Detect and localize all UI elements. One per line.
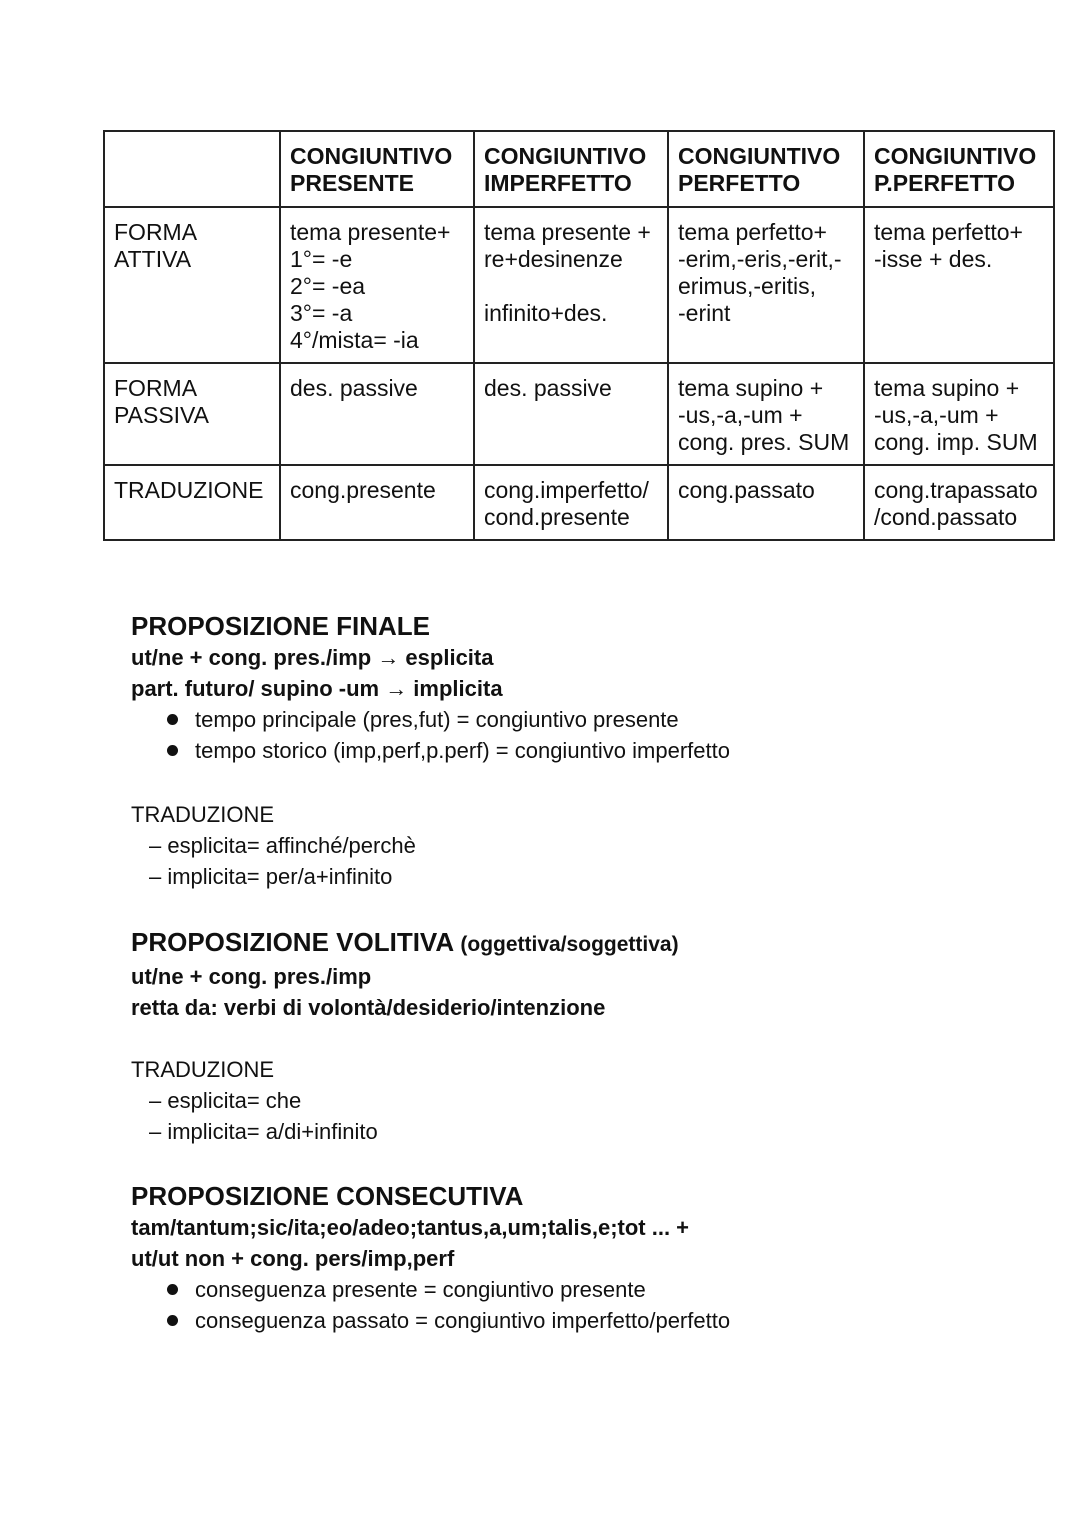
header-cell [280,131,474,207]
table-row [104,363,1054,465]
cell-line: cong.trapassato [874,477,1038,503]
cell-line: CONGIUNTIVO [290,143,453,169]
header-cell [864,131,1054,207]
traduzione-title: TRADUZIONE [131,802,274,827]
cell-line: PRESENTE [290,170,414,196]
cell-line: cong. imp. SUM [874,429,1038,455]
cell-line: PERFETTO [678,170,801,196]
cell-line: 1°= -e [290,246,353,272]
cell-line: FORMA [114,219,198,245]
table-cell [668,363,864,465]
header-cell [668,131,864,207]
section-subtitle: (oggettiva/soggettiva) [460,933,679,956]
section-title [131,926,1031,961]
list-item: – implicita= per/a+infinito [149,864,393,889]
row-label: TRADUZIONE [104,465,280,540]
table-cell [864,465,1054,540]
cell-line: re+desinenze [484,246,623,272]
cell-line: IMPERFETTO [484,170,632,196]
cell-line: 2°= -ea [290,273,366,299]
cell-line: cond.presente [484,504,630,530]
section-title-main: PROPOSIZIONE VOLITIVA [131,927,454,957]
cell-line: tema presente + [484,219,651,245]
cell-line: 4°/mista= -ia [290,327,419,353]
section-volitiva-traduzione [131,1054,1031,1147]
list-item [167,1305,1031,1336]
rule-line: retta da: verbi di volontà/desiderio/intenzione [131,995,606,1020]
list-item: – esplicita= affinché/perchè [149,833,416,858]
cell-line: ATTIVA [114,246,192,272]
cell-line [484,273,659,300]
list-item-text: conseguenza passato = congiuntivo imperfetto/perfetto [195,1308,731,1333]
dash-list [131,830,1031,892]
cell-line: /cond.passato [874,504,1018,530]
cell-line: CONGIUNTIVO [484,143,647,169]
traduzione-title: TRADUZIONE [131,1057,274,1082]
cell-line: tema supino + [874,375,1020,401]
list-item-text: tempo principale (pres,fut) = congiuntivo presente [195,707,679,732]
bullet-list [131,704,1031,766]
cell-line: -us,-a,-um + [874,402,999,428]
list-item-text: tempo storico (imp,perf,p.perf) = congiuntivo imperfetto [195,738,730,763]
header-empty-cell [104,131,280,207]
cell-line: FORMA [114,375,198,401]
table-row [104,207,1054,363]
list-item: – esplicita= che [149,1088,302,1113]
table-cell: des. passive [280,363,474,465]
list-item [167,704,1031,735]
rule-line: ut/ut non + cong. pers/imp,perf [131,1246,455,1271]
table-cell [280,207,474,363]
bullet-icon [167,1284,178,1295]
cell-line: infinito+des. [484,300,608,326]
cell-line: erimus,-eritis, [678,273,817,299]
cell-line: -erim,-eris,-erit,- [678,246,842,272]
section-volitiva [131,926,1031,1023]
bullet-list [131,1274,1031,1336]
bullet-icon [167,1315,178,1326]
table-cell: cong.presente [280,465,474,540]
cell-line: -isse + des. [874,246,993,272]
cell-line: tema supino + [678,375,824,401]
cell-line: -us,-a,-um + [678,402,803,428]
list-item: – implicita= a/di+infinito [149,1119,378,1144]
rule-line: tam/tantum;sic/ita;eo/adeo;tantus,a,um;talis,e;tot ... + [131,1215,690,1240]
cell-line: tema perfetto+ [874,219,1023,245]
table-cell: cong.passato [668,465,864,540]
cell-line: CONGIUNTIVO [874,143,1037,169]
cell-line: cong. pres. SUM [678,429,850,455]
table-row [104,465,1054,540]
section-consecutiva [131,1180,1031,1336]
row-label [104,363,280,465]
table-cell [864,207,1054,363]
cell-line: cong.imperfetto/ [484,477,649,503]
dash-list [131,1085,1031,1147]
section-finale-traduzione [131,799,1031,892]
cell-line: tema perfetto+ [678,219,827,245]
cell-line: PASSIVA [114,402,210,428]
cell-line: CONGIUNTIVO [678,143,841,169]
rule-line: ut/ne + cong. pres./imp [131,964,372,989]
cell-line: tema presente+ [290,219,451,245]
header-cell [474,131,668,207]
table-cell [864,363,1054,465]
cell-line: -erint [678,300,731,326]
table-cell [668,207,864,363]
rule-line: part. futuro/ supino -um → implicita [131,676,503,701]
conjunctive-table [103,130,1055,541]
cell-line: P.PERFETTO [874,170,1016,196]
bullet-icon [167,745,178,756]
rule-line: ut/ne + cong. pres./imp → esplicita [131,645,494,670]
row-label [104,207,280,363]
section-finale [131,610,1031,766]
bullet-icon [167,714,178,725]
section-title: PROPOSIZIONE CONSECUTIVA [131,1181,524,1211]
table-header-row [104,131,1054,207]
table-cell: des. passive [474,363,668,465]
cell-line: 3°= -a [290,300,353,326]
list-item-text: conseguenza presente = congiuntivo presente [195,1277,646,1302]
list-item [167,735,1031,766]
list-item [167,1274,1031,1305]
section-title: PROPOSIZIONE FINALE [131,611,431,641]
table-cell [474,207,668,363]
table-cell [474,465,668,540]
